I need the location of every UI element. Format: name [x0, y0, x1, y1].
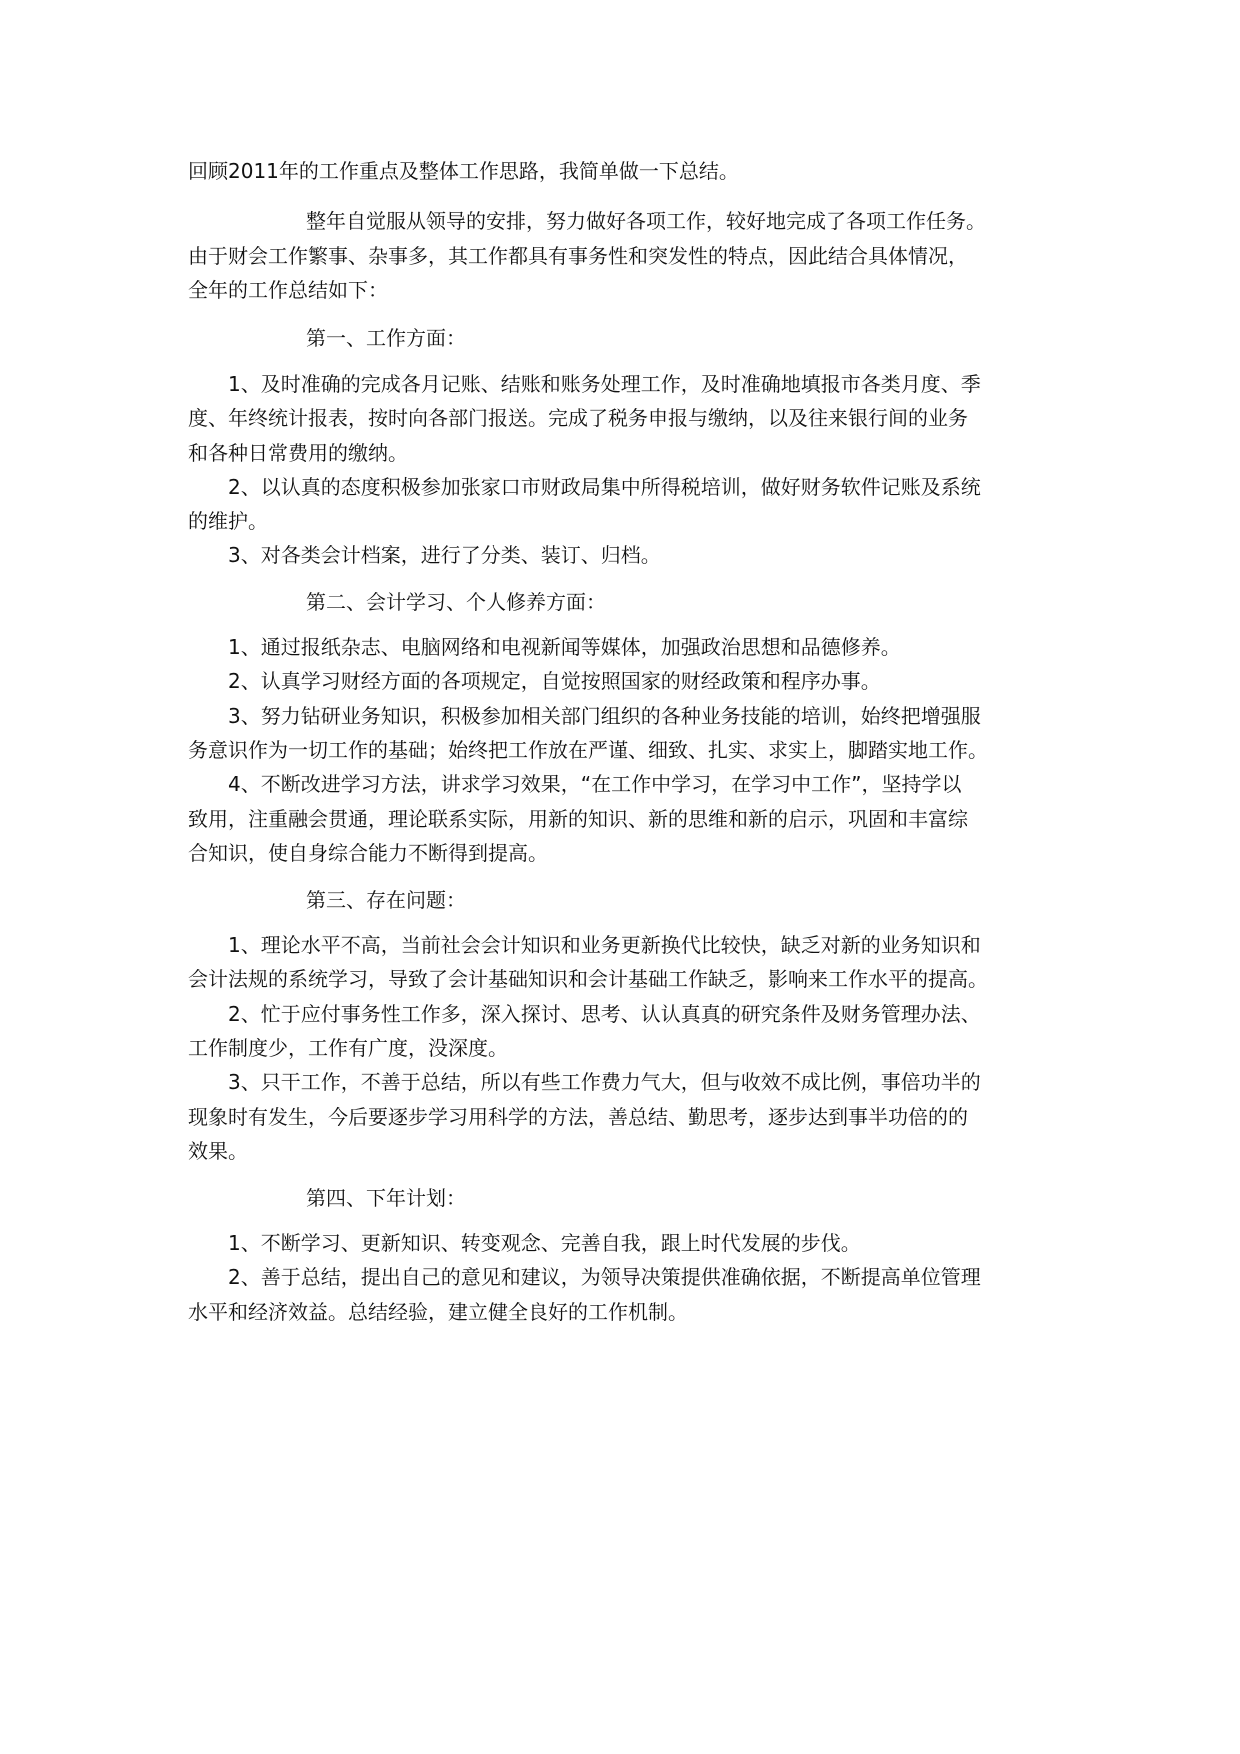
paragraph-line: 4、不断改进学习方法，讲求学习效果，“在工作中学习，在学习中工作”，坚持学以: [228, 772, 962, 796]
paragraph-line: 务意识作为一切工作的基础；始终把工作放在严谨、细致、扎实、求实上，脚踏实地工作。: [188, 738, 988, 762]
paragraph-line: 2、忙于应付事务性工作多，深入探讨、思考、认认真真的研究条件及财务管理办法、: [228, 1002, 981, 1026]
paragraph-line: 1、不断学习、更新知识、转变观念、完善自我，跟上时代发展的步伐。: [228, 1231, 861, 1255]
paragraph-line: 合知识，使自身综合能力不断得到提高。: [188, 841, 548, 865]
paragraph-line: 3、努力钻研业务知识，积极参加相关部门组织的各种业务技能的培训，始终把增强服: [228, 704, 981, 728]
section-heading-problems: 第三、存在问题：: [306, 888, 466, 912]
section-heading-study: 第二、会计学习、个人修养方面：: [306, 590, 606, 614]
paragraph-line: 现象时有发生，今后要逐步学习用科学的方法，善总结、勤思考，逐步达到事半功倍的的: [188, 1105, 968, 1129]
paragraph-line: 2、以认真的态度积极参加张家口市财政局集中所得税培训，做好财务软件记账及系统: [228, 475, 981, 499]
paragraph-line: 1、及时准确的完成各月记账、结账和账务处理工作，及时准确地填报市各类月度、季: [228, 372, 981, 396]
paragraph-line: 致用，注重融会贯通，理论联系实际，用新的知识、新的思维和新的启示，巩固和丰富综: [188, 807, 968, 831]
paragraph-line: 工作制度少，工作有广度，没深度。: [188, 1036, 508, 1060]
paragraph-line: 效果。: [188, 1139, 248, 1163]
paragraph-line: 度、年终统计报表，按时向各部门报送。完成了税务申报与缴纳，以及往来银行间的业务: [188, 406, 968, 430]
section-heading-plan: 第四、下年计划：: [306, 1186, 466, 1210]
paragraph-line: 2、善于总结，提出自己的意见和建议，为领导决策提供准确依据，不断提高单位管理: [228, 1265, 981, 1289]
section-heading-work: 第一、工作方面：: [306, 326, 466, 350]
paragraph-line: 3、对各类会计档案，进行了分类、装订、归档。: [228, 543, 661, 567]
summary-line: 由于财会工作繁事、杂事多，其工作都具有事务性和突发性的特点，因此结合具体情况，: [188, 244, 968, 268]
paragraph-line: 1、通过报纸杂志、电脑网络和电视新闻等媒体，加强政治思想和品德修养。: [228, 635, 901, 659]
paragraph-line: 和各种日常费用的缴纳。: [188, 441, 408, 465]
paragraph-line: 1、理论水平不高，当前社会会计知识和业务更新换代比较快，缺乏对新的业务知识和: [228, 933, 981, 957]
paragraph-line: 3、只干工作，不善于总结，所以有些工作费力气大，但与收效不成比例，事倍功半的: [228, 1070, 981, 1094]
summary-line: 全年的工作总结如下：: [188, 278, 388, 302]
paragraph-line: 水平和经济效益。总结经验，建立健全良好的工作机制。: [188, 1300, 688, 1324]
paragraph-line: 2、认真学习财经方面的各项规定，自觉按照国家的财经政策和程序办事。: [228, 669, 881, 693]
paragraph-line: 会计法规的系统学习，导致了会计基础知识和会计基础工作缺乏，影响来工作水平的提高。: [188, 967, 988, 991]
intro-line: 回顾2011年的工作重点及整体工作思路，我简单做一下总结。: [188, 159, 739, 183]
summary-line: 整年自觉服从领导的安排，努力做好各项工作，较好地完成了各项工作任务。: [306, 209, 986, 233]
paragraph-line: 的维护。: [188, 509, 268, 533]
